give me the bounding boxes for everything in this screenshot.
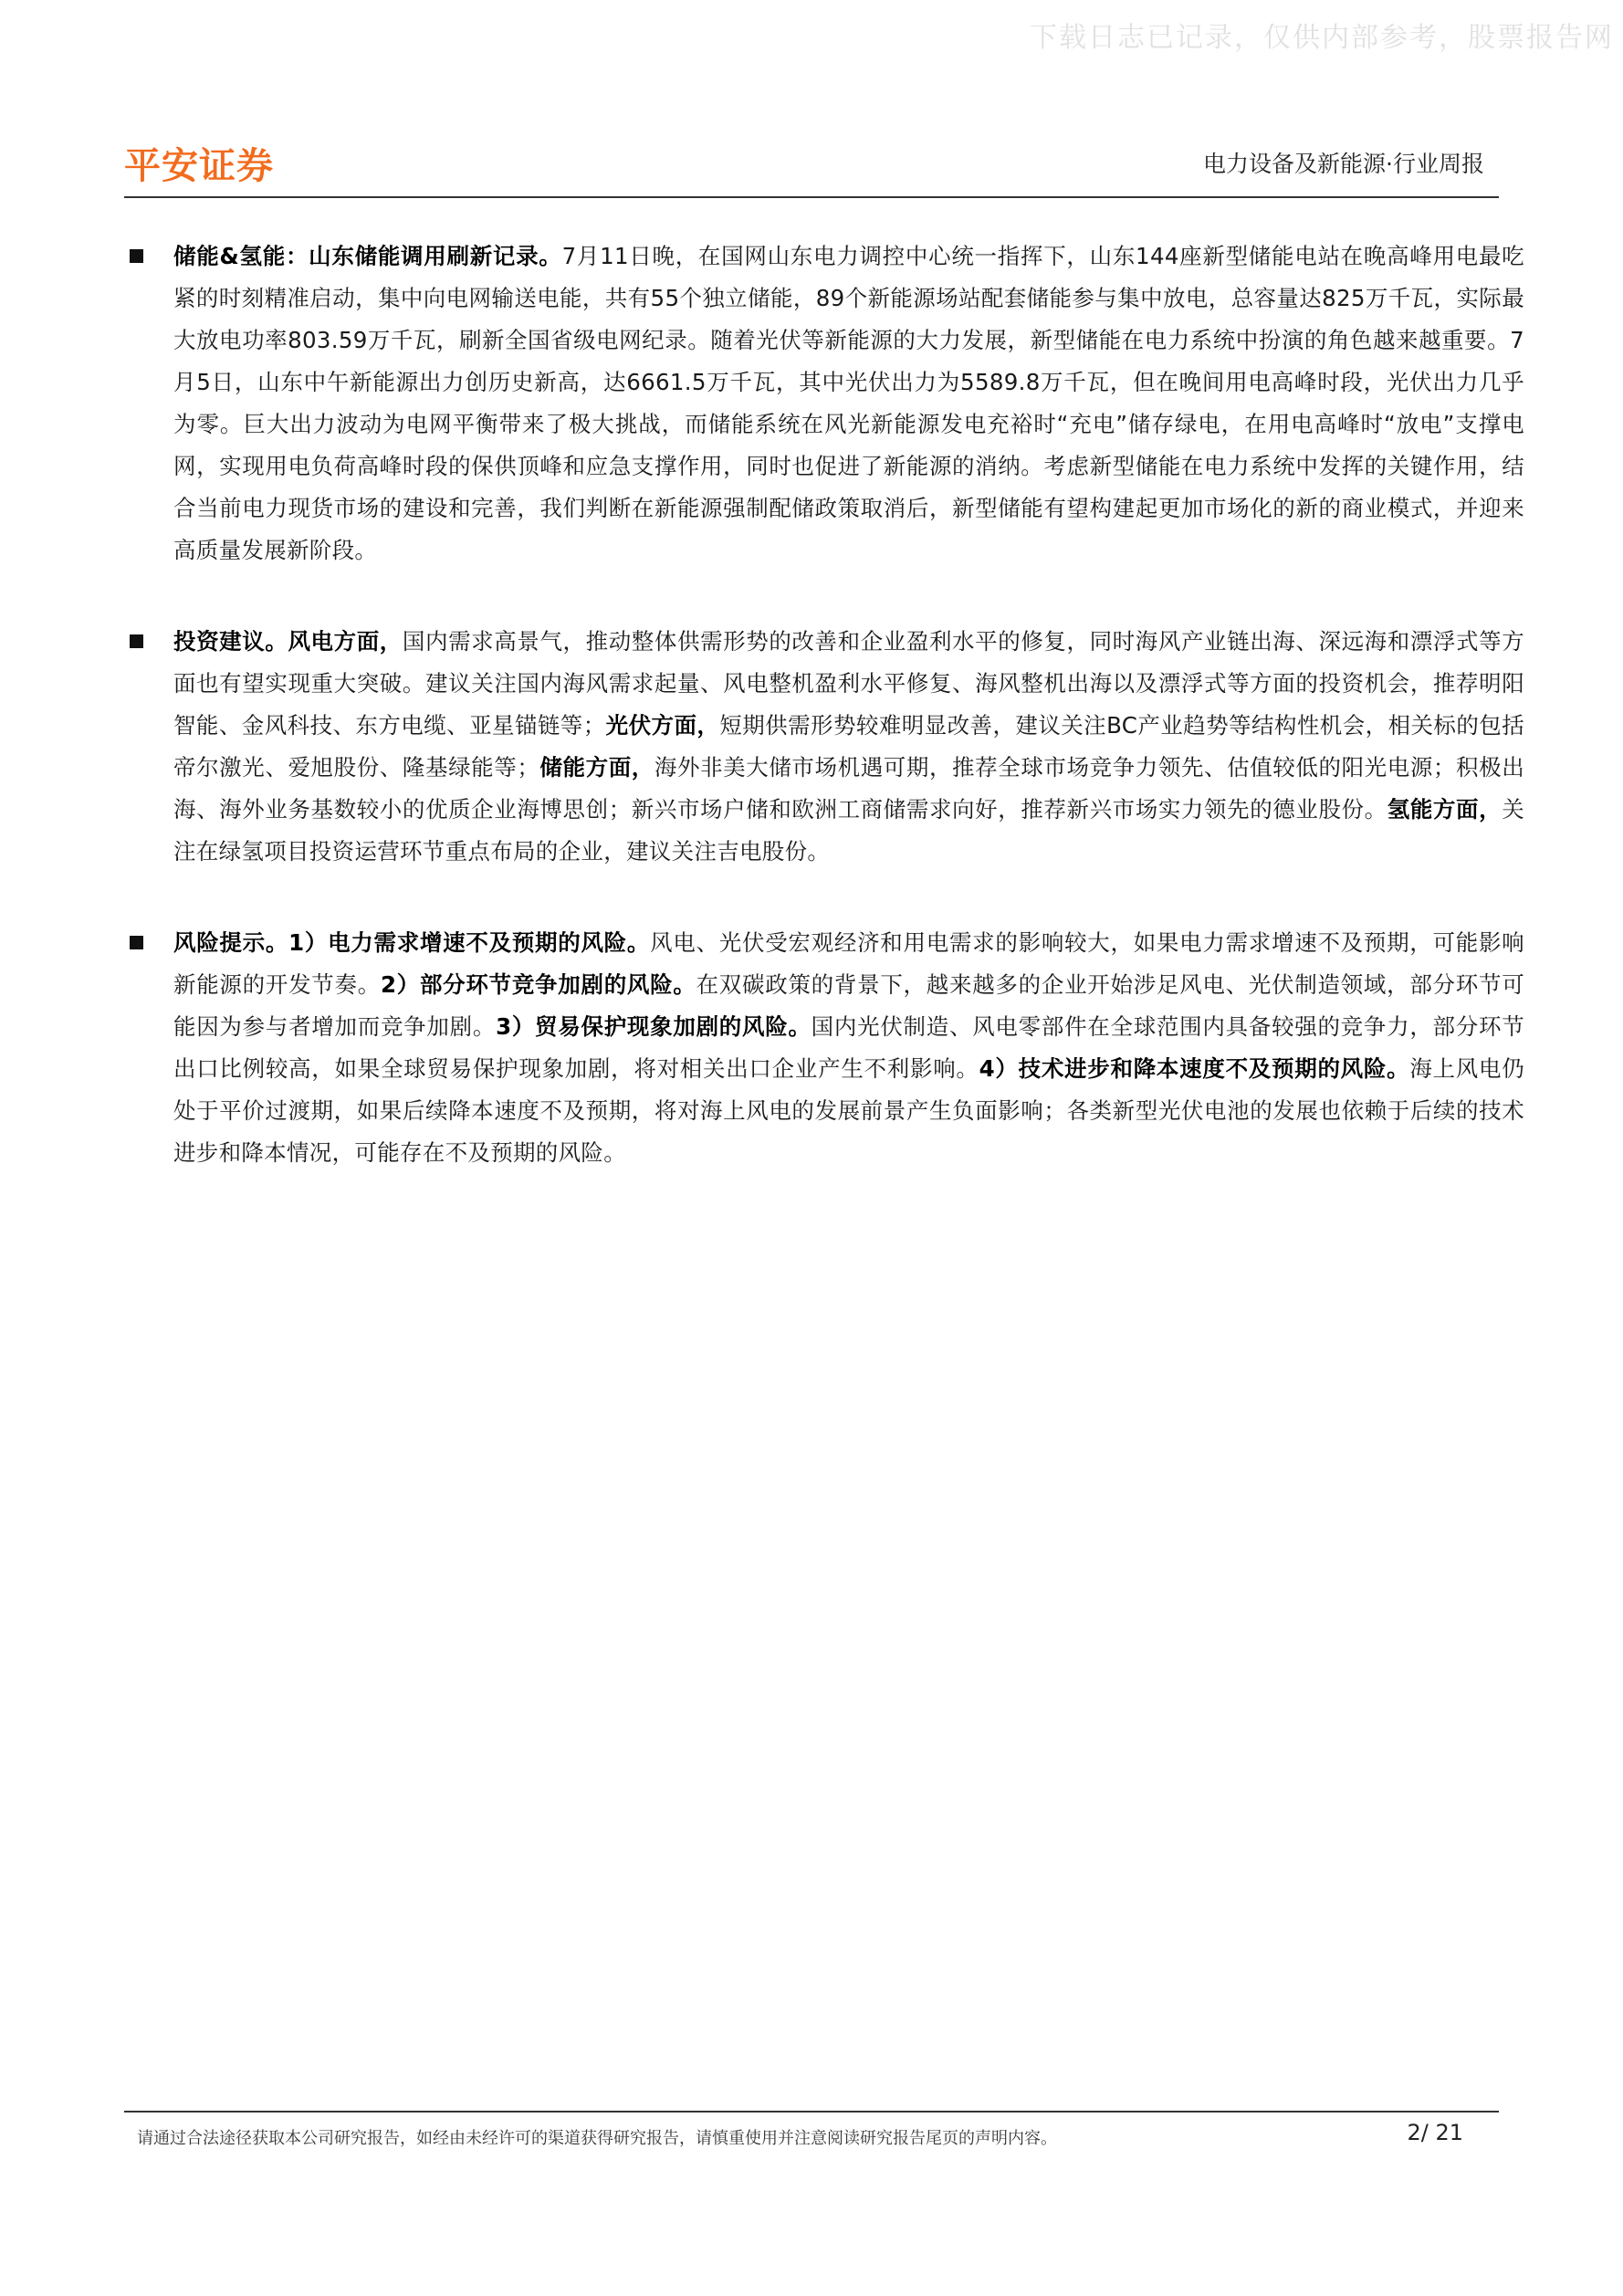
paragraph-text (173, 628, 1524, 865)
paragraph-text (173, 929, 1524, 1166)
paragraph-body: 海上风电仍处于平价过渡期，如果后续降本速度不及预期，将对海上风电的发展前景产生负面影响；各类新型光伏电池的发展也依赖于后续的技术进步和降本情况，可能存在不及预期的风险。 (173, 1055, 1525, 1166)
paragraph-body: 在双碳政策的背景下，越来越多的企业开始涉足风电、光伏制造领域，部分环节可能因为参与者增加而竞争加剧。 (173, 971, 1525, 1040)
paragraph-body: 关注在绿氢项目投资运营环节重点布局的企业，建议关注吉电股份。 (173, 796, 1524, 865)
footer-divider (124, 2111, 1499, 2113)
page-number: 2/ 21 (1407, 2120, 1463, 2145)
report-type: 电力设备及新能源·行业周报 (1203, 151, 1484, 177)
paragraph-lead: 2）部分环节竞争加剧的风险。 (380, 971, 696, 998)
paragraph-body: 国内光伏制造、风电零部件在全球范围内具备较强的竞争力，部分环节出口比例较高，如果全球贸易保护现象加剧，将对相关出口企业产生不利影响。 (173, 1013, 1525, 1082)
paragraph-lead: 风险提示。1）电力需求增速不及预期的风险。 (173, 929, 651, 956)
footer-disclaimer: 请通过合法途径获取本公司研究报告，如经由未经许可的渠道获得研究报告，请慎重使用并注意阅读研究报告尾页的声明内容。 (137, 2129, 1057, 2148)
paragraph-lead: 3）贸易保护现象加剧的风险。 (496, 1013, 812, 1040)
paragraph-body: 短期供需形势较难明显改善，建议关注BC产业趋势等结构性机会，相关标的包括帝尔激光、爱旭股份、隆基绿能等； (173, 712, 1524, 781)
header-divider (124, 196, 1499, 198)
paragraph-lead: 储能方面， (539, 754, 654, 781)
paragraph-body: 7月11日晚，在国网山东电力调控中心统一指挥下，山东144座新型储能电站在晚高峰用电最吃紧的时刻精准启动，集中向电网输送电能，共有55个独立储能，89个新能源场站配套储能参与集中放电，总容量达825万千瓦，实际最大放电功率803.59万千瓦，刷新全国省级电网纪录。随着光伏等新能源的大力发展，新型储能在电力系统中扮演的角色越来越重要。7月5日，山东中午新能源出力创历史新高，达6661.5万千瓦，其中光伏出力为5589.8万千瓦，但在晚间用电高峰时段，光伏出力几乎为零。巨大出力波动为电网平衡带来了极大挑战，而储能系统在风光新能源发电充裕时“充电”储存绿电，在用电高峰时“放电”支撑电网，实现用电负荷高峰时段的保供顶峰和应急支撑作用，同时也促进了新能源的消纳。考虑新型储能在电力系统中发挥的关键作用，结合当前电力现货市场的建设和完善，我们判断在新能源强制配储政策取消后，新型储能有望构建起更加市场化的新的商业模式，并迎来高质量发展新阶段。 (173, 243, 1524, 563)
square-bullet-icon (130, 936, 143, 949)
paragraph-lead: 储能&氢能：山东储能调用刷新记录。 (173, 243, 562, 269)
paragraph-body: 海外非美大储市场机遇可期，推荐全球市场竞争力领先、估值较低的阳光电源；积极出海、海外业务基数较小的优质企业海博思创；新兴市场户储和欧洲工商储需求向好，推荐新兴市场实力领先的德业股份。 (173, 754, 1524, 823)
section-investment-advice (128, 621, 1524, 873)
paragraph-text (173, 243, 1524, 563)
paragraph-lead: 4）技术进步和降本速度不及预期的风险。 (979, 1055, 1410, 1082)
paragraph-lead: 投资建议。风电方面， (173, 628, 403, 655)
section-energy-storage-hydrogen (128, 236, 1524, 571)
report-body (128, 236, 1524, 1223)
paragraph-lead: 氢能方面， (1387, 796, 1503, 823)
square-bullet-icon (130, 634, 143, 648)
paragraph-lead: 光伏方面， (605, 712, 720, 739)
watermark: 下载日志已记录，仅供内部参考，股票报告网 (1030, 22, 1614, 54)
paragraph-body: 国内需求高景气，推动整体供需形势的改善和企业盈利水平的修复，同时海风产业链出海、深远海和漂浮式等方面也有望实现重大突破。建议关注国内海风需求起量、风电整机盈利水平修复、海风整机出海以及漂浮式等方面的投资机会，推荐明阳智能、金风科技、东方电缆、亚星锚链等； (173, 628, 1525, 739)
company-logo: 平安证券 (124, 145, 274, 187)
square-bullet-icon (130, 249, 143, 263)
paragraph-body: 风电、光伏受宏观经济和用电需求的影响较大，如果电力需求增速不及预期，可能影响新能源的开发节奏。 (173, 929, 1524, 998)
section-risk-warning (128, 922, 1524, 1174)
